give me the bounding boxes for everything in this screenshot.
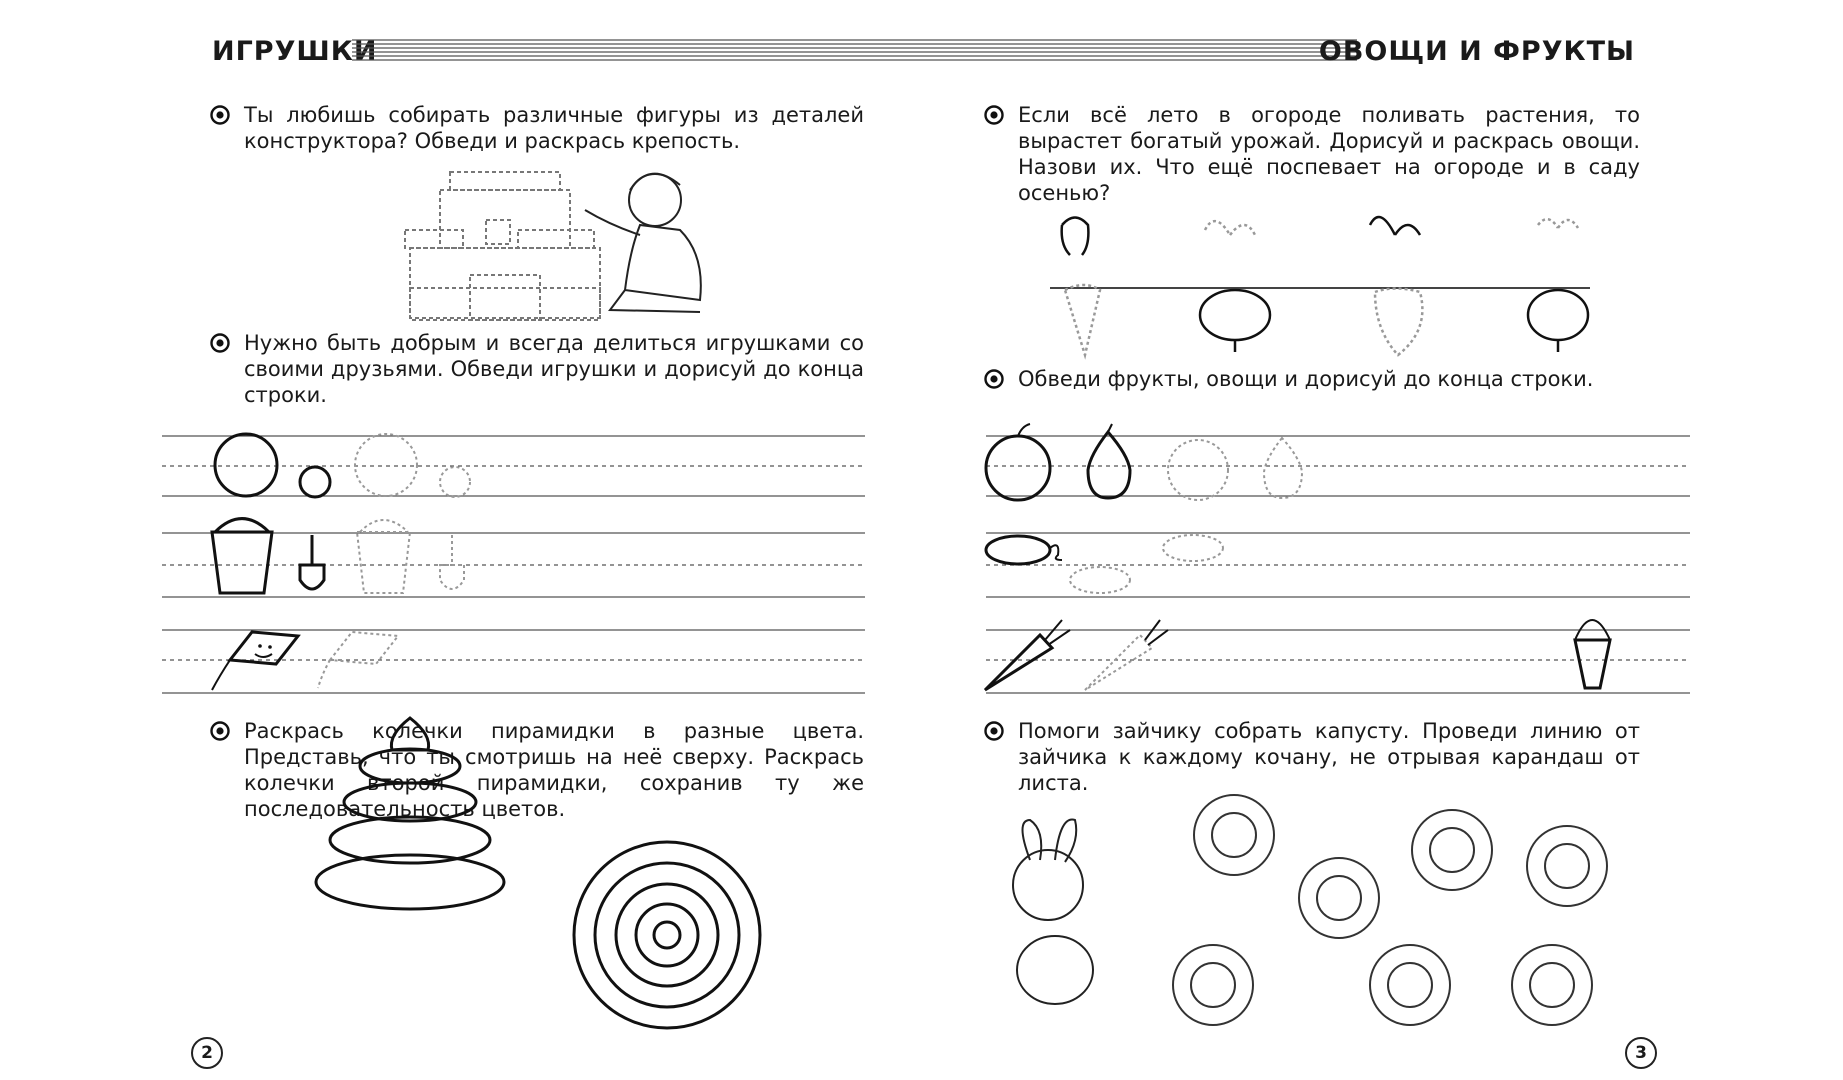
page-number-right: 3	[1625, 1037, 1657, 1069]
bunny-illustration	[1013, 820, 1093, 1005]
cabbages	[1173, 795, 1607, 1025]
cucumbers-row	[986, 535, 1223, 593]
task-text: Помоги зайчику собрать капусту. Проведи линию от зайчика к каждому кочану, не отрывая карандаш от листа.	[1018, 719, 1640, 795]
right-page-title: ОВОЩИ И ФРУКТЫ	[1318, 36, 1635, 67]
bucket-shovel-row	[212, 519, 464, 594]
pyramid-side-view	[316, 718, 504, 909]
task-text: Если всё лето в огороде поливать растения, то вырастет богатый урожай. Дорисуй и раскрась овощи. Назови их. Что ещё поспевает на огороде и в саду осенью?	[1018, 103, 1640, 205]
task-text: Обведи фрукты, овощи и дорисуй до конца строки.	[1018, 367, 1594, 391]
pyramid-top-view	[574, 842, 760, 1028]
vegetables-row	[1050, 217, 1590, 355]
right-tracing-lines	[986, 436, 1690, 693]
left-page-title: ИГРУШКИ	[212, 36, 378, 67]
task-text: Нужно быть добрым и всегда делиться игрушками со своими друзьями. Обведи игрушки и дорисуй до конца строки.	[244, 331, 864, 407]
kite-row	[212, 632, 398, 690]
fortress-illustration	[405, 172, 600, 320]
page-number-left: 2	[191, 1037, 223, 1069]
task-text: Раскрась колечки пирамидки в разные цвета. Представь, что ты смотришь на неё сверху. Раскрась колечки второй пирамидки, сохранив ту же последовательность цветов.	[244, 719, 864, 821]
boy-illustration	[585, 174, 701, 312]
task-text: Ты любишь собирать различные фигуры из деталей конструктора? Обведи и раскрась крепость.	[244, 103, 864, 153]
